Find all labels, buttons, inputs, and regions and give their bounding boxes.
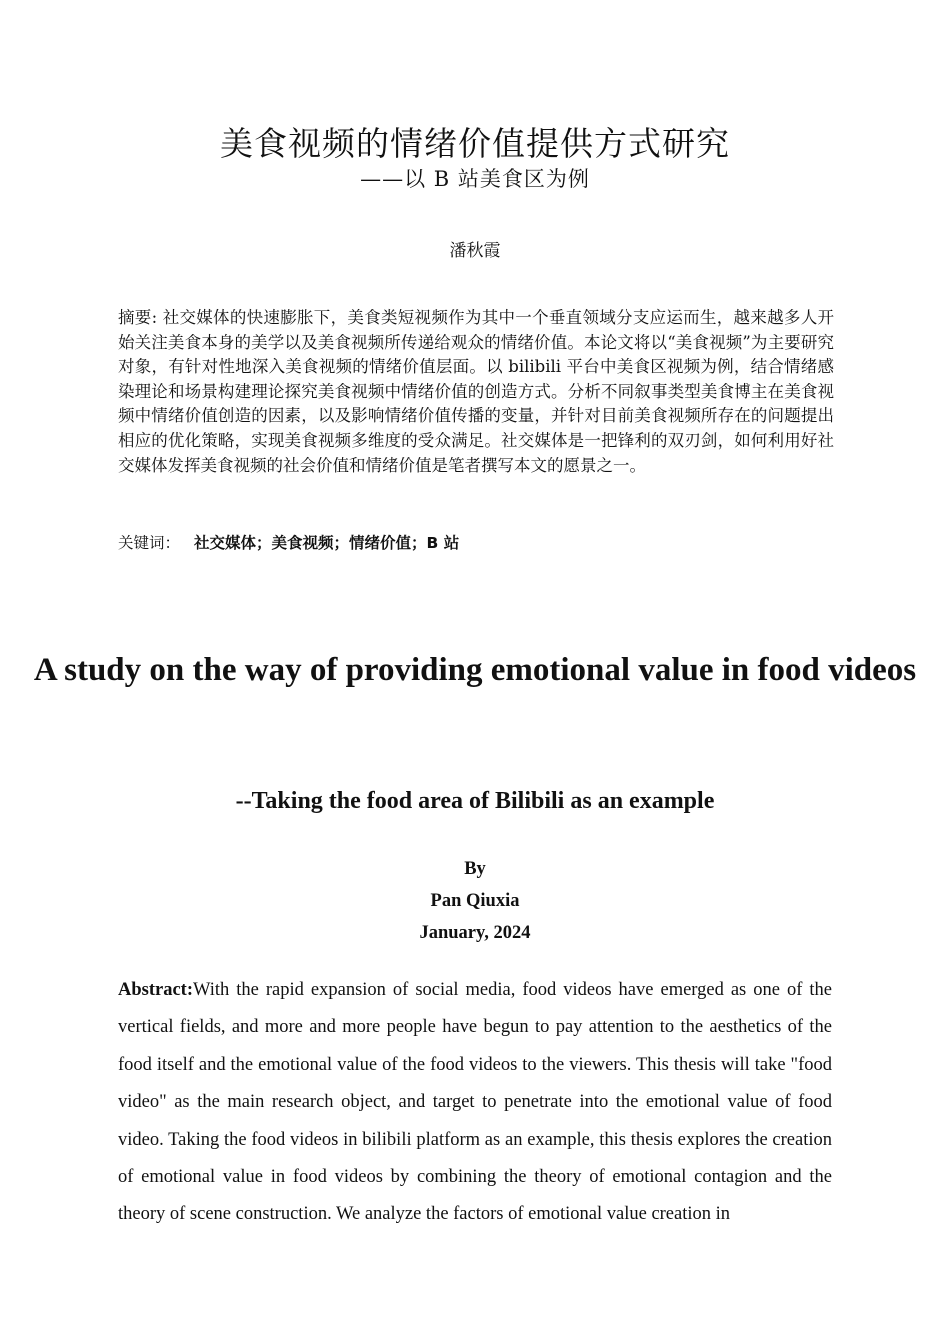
- byline-author: Pan Qiuxia: [430, 891, 520, 911]
- english-title: A study on the way of providing emotional value in food videos: [33, 652, 917, 688]
- byline-by: By: [464, 859, 486, 879]
- chinese-keywords-text: 社交媒体；美食视频；情绪价值；B 站: [194, 534, 460, 552]
- chinese-abstract-text: : 社交媒体的快速膨胀下，美食类短视频作为其中一个垂直领域分支应运而生，越来越多人开始关注美食本身的美学以及美食视频所传递给观众的情绪价值。本论文将以“美食视频”为主要研究对象，有针对性地深入美食视频的情绪价值层面。以 bilibili 平台中美食区视频为例，结合情绪感染理论和场景构建理论探究美食视频中情绪价值的创造方式。分析不同叙事类型美食博主在美食视频中情绪价值创造的因素，以及影响情绪价值传播的变量，并针对目前美食视频所存在的问题提出相应的优化策略，实现美食视频多维度的受众满足。社交媒体是一把锋利的双刃剑，如何利用好社交媒体发挥美食视频的社会价值和情绪价值是笔者撰写本文的愿景之一。: [118, 308, 835, 475]
- chinese-keywords: [118, 531, 834, 553]
- english-subtitle: --Taking the food area of Bilibili as an example: [235, 788, 715, 814]
- english-abstract-label: Abstract:: [118, 980, 194, 1000]
- chinese-author: 潘秋霞: [449, 241, 501, 261]
- english-abstract-text: With the rapid expansion of social media, food videos have emerged as one of the vertical fields, and more and more people have begun to pay attention to the aesthetics of the food itself and the emotional value of the food videos to the viewers. This thesis will take "food video" as the main research object, and target to penetrate into the emotional value of food video. Taking the food videos in bilibili platform as an example, this thesis explores the creation of emotional value in food videos by combining the theory of emotional contagion and the theory of scene construction. We analyze the factors of emotional value creation in: [118, 980, 832, 1225]
- chinese-title: 美食视频的情绪价值提供方式研究: [220, 124, 730, 163]
- byline-date: January, 2024: [419, 923, 531, 943]
- chinese-abstract: [118, 306, 834, 478]
- chinese-keywords-label: 关键词：: [118, 534, 181, 552]
- chinese-subtitle: ——以 B 站美食区为例: [360, 167, 590, 191]
- chinese-abstract-label: 摘要: [118, 308, 152, 327]
- english-byline: [0, 853, 950, 949]
- english-abstract: [118, 972, 832, 1234]
